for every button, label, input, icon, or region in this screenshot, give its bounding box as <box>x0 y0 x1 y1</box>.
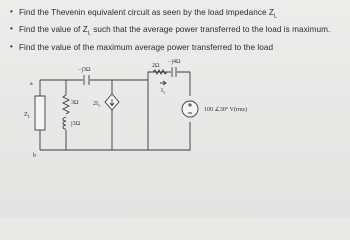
current-arrow <box>160 81 166 85</box>
label-current-sub: x <box>163 89 166 95</box>
label-cap-top: −j4Ω <box>168 59 181 65</box>
question-3-text: Find the value of the maximum average power transferred to the load <box>19 43 274 52</box>
bullet-3: • <box>10 42 13 51</box>
label-load <box>24 112 31 119</box>
bullet-2: • <box>10 24 13 33</box>
question-1-sub: L <box>273 13 278 20</box>
load-impedance <box>35 96 45 130</box>
label-res-top: 2Ω <box>152 63 160 69</box>
label-load-sub: L <box>27 113 31 119</box>
label-ind-left: j3Ω <box>71 121 81 127</box>
label-res-left: 3Ω <box>71 100 79 106</box>
ind-left <box>63 117 66 129</box>
label-dep-source <box>93 101 101 108</box>
label-current-main: I <box>161 88 163 94</box>
label-dep-sub: x <box>98 102 101 108</box>
label-load-main: Z <box>24 112 28 118</box>
question-2-sub: L <box>87 30 91 37</box>
question-1-text: Find the Thevenin equivalent circuit as seen by the load impedance Z <box>19 8 274 17</box>
label-dep-main: 2I <box>93 101 98 107</box>
label-node-a: a <box>30 81 33 87</box>
label-cap-left: −j3Ω <box>78 67 91 73</box>
question-2-text-a: Find the value of Z <box>19 25 88 34</box>
question-2-text-b: such that the average power transferred to the load is maximum. <box>93 25 331 34</box>
bullet-1: • <box>10 7 13 16</box>
wires-main <box>40 80 148 150</box>
res-left <box>63 95 69 114</box>
label-node-b: b <box>33 153 36 159</box>
label-current <box>161 88 166 95</box>
label-source: 100 ∠30° V(rms) <box>204 107 247 113</box>
